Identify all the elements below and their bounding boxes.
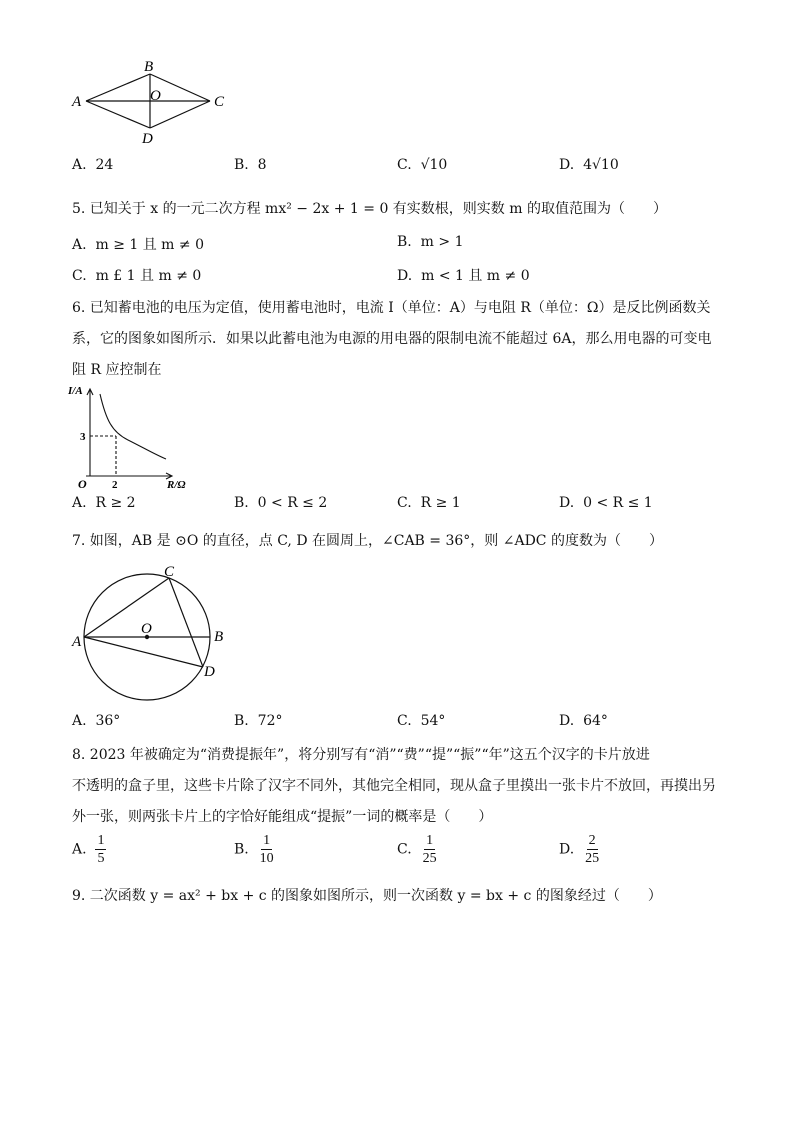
q8-option-b[interactable]: B. $\frac{1}{10}$ [234,833,274,866]
rhombus-figure [60,56,240,148]
q8-stem-line3: 外一张，则两张卡片上的字恰好能组成“提振”一词的概率是（ ） [72,809,493,825]
q4-option-d[interactable]: D. 4√10 [559,157,619,173]
label-a: A [72,634,82,650]
q7-circle-figure [66,560,236,706]
q8-option-d[interactable]: D. $\frac{2}{25}$ [559,833,600,866]
chord-ad [84,637,203,667]
label-c: C [164,564,175,580]
y-axis-label: I/A [68,385,83,397]
q7-option-d[interactable]: D. 64° [559,713,608,729]
chord-ac [84,578,169,637]
q5-option-b[interactable]: B. m > 1 [397,234,464,250]
fraction: $\frac{1}{5}$ [97,833,105,866]
q9-stem: 9. 二次函数 y = ax² + bx + c 的图象如图所示，则一次函数 y = bx + c 的图象经过（ ） [72,888,662,904]
origin-label: O [78,477,87,491]
q6-stem-line2: 系，它的图象如图所示．如果以此蓄电池为电源的用电器的限制电流不能超过 6A，那么用电器的可变电 [72,331,712,347]
q7-option-a[interactable]: A. 36° [72,713,121,729]
label-o: O [141,621,152,637]
q6-option-d[interactable]: D. 0 < R ≤ 1 [559,495,653,511]
q8-option-a[interactable]: A. $\frac{1}{5}$ [72,833,105,866]
x-axis-label: R/Ω [167,479,186,491]
label-d: D [142,131,153,147]
q5-option-d[interactable]: D. m < 1 且 m ≠ 0 [397,268,530,284]
q7-option-c[interactable]: C. 54° [397,713,446,729]
rhombus-edge-ab [86,74,150,101]
fraction: $\frac{2}{25}$ [585,833,600,866]
label-b: B [214,629,224,645]
chord-cd [169,578,203,667]
label-d: D [204,664,215,680]
label-b: B [144,59,154,75]
q4-option-c[interactable]: C. √10 [397,157,448,173]
label-c: C [214,94,225,110]
q6-option-c[interactable]: C. R ≥ 1 [397,495,461,511]
q6-inverse-graph [66,380,206,492]
q7-stem: 7. 如图，AB 是 ⊙O 的直径，点 C, D 在圆周上，∠CAB = 36°，则 ∠ADC 的度数为（ ） [72,533,663,549]
rhombus-edge-cd [150,101,210,128]
rhombus-edge-da [86,101,150,128]
q6-stem-line3: 阻 R 应控制在 [72,362,162,378]
q8-option-c[interactable]: C. $\frac{1}{25}$ [397,833,437,866]
x-tick-label: 2 [112,479,118,491]
q6-stem-line1: 6. 已知蓄电池的电压为定值，使用蓄电池时，电流 I（单位：A）与电阻 R（单位：Ω）是反比例函数关 [72,300,711,316]
label-o: O [150,88,161,104]
q6-option-a[interactable]: A. R ≥ 2 [72,495,136,511]
q8-stem-line1: 8. 2023 年被确定为“消费提振年”，将分别写有“消”“费”“提”“振”“年”这五个汉字的卡片放进 [72,747,650,763]
q5-option-a[interactable]: A. m ≥ 1 且 m ≠ 0 [72,237,204,253]
fraction: $\frac{1}{25}$ [422,833,437,866]
fraction: $\frac{1}{10}$ [259,833,274,866]
q5-stem: 5. 已知关于 x 的一元二次方程 mx² − 2x + 1 = 0 有实数根，则实数 m 的取值范围为（ ） [72,201,667,217]
q5-option-c[interactable]: C. m £ 1 且 m ≠ 0 [72,268,202,284]
q6-option-b[interactable]: B. 0 < R ≤ 2 [234,495,328,511]
inverse-curve [100,394,166,459]
label-a: A [72,94,82,110]
q7-option-b[interactable]: B. 72° [234,713,283,729]
q4-option-b[interactable]: B. 8 [234,157,267,173]
y-tick-label: 3 [80,431,86,443]
q8-stem-line2: 不透明的盒子里，这些卡片除了汉字不同外，其他完全相同，现从盒子里摸出一张卡片不放回，再摸出另 [72,778,716,794]
q4-option-a[interactable]: A. 24 [72,157,114,173]
